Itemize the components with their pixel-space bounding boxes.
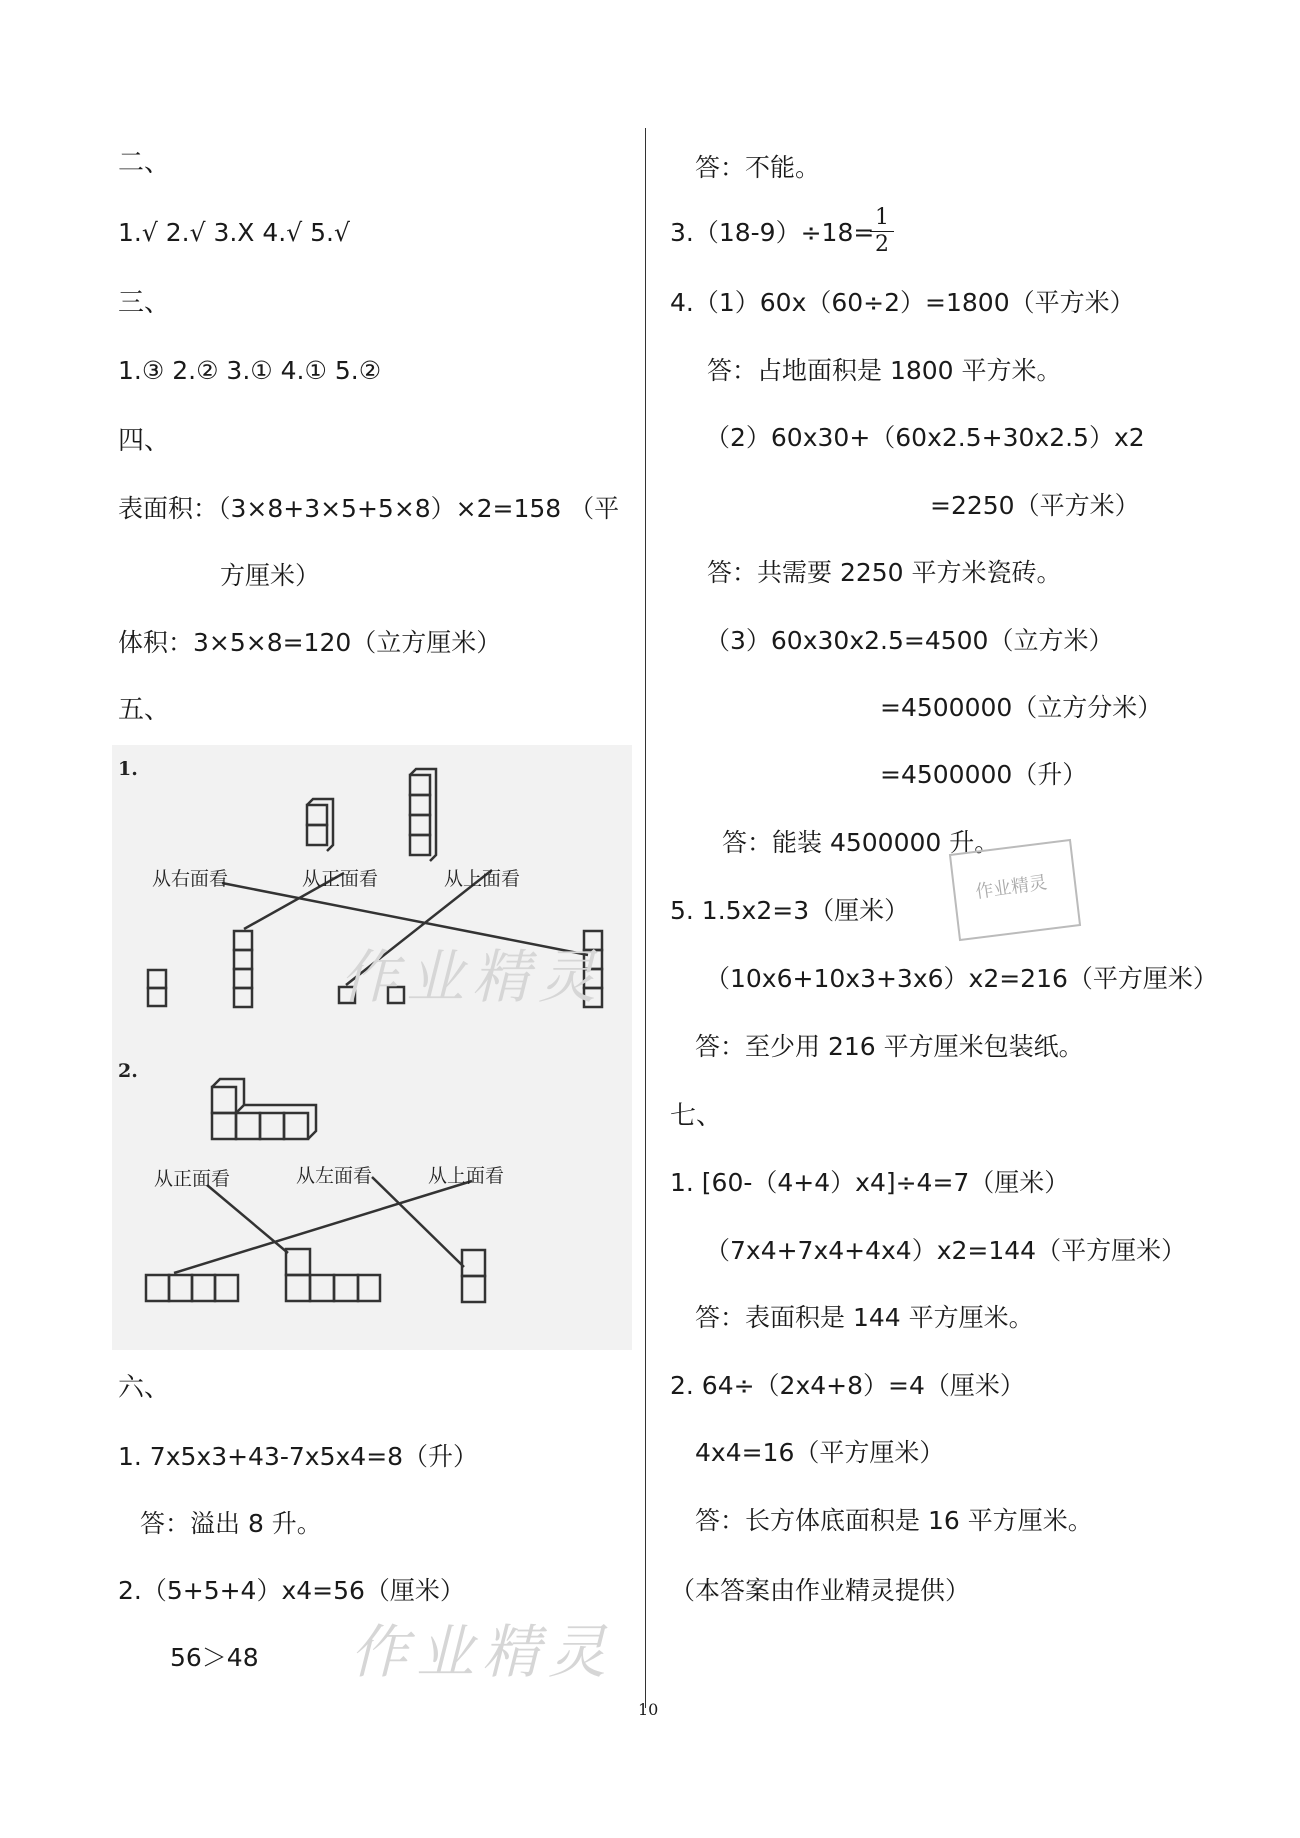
r-line-17: 答：表面积是 144 平方厘米。	[695, 1303, 1034, 1332]
section-7-title: 七、	[670, 1101, 723, 1131]
r-line-20: 答：长方体底面积是 16 平方厘米。	[695, 1506, 1093, 1535]
fraction-numerator: 1	[870, 205, 894, 232]
fraction-denominator: 2	[875, 232, 889, 257]
q6-1-answer: 答：溢出 8 升。	[140, 1509, 322, 1538]
cube-stack-4	[410, 769, 436, 861]
volume-line: 体积：3×5×8=120（立方厘米）	[118, 628, 502, 657]
section-3-answers: 1.③ 2.② 3.① 4.① 5.②	[118, 356, 382, 385]
stamp-logo	[930, 835, 1090, 945]
r-line-7: 答：共需要 2250 平方米瓷砖。	[707, 558, 1062, 587]
r-line-10: =4500000（升）	[880, 760, 1088, 789]
fig1-label-right: 从右面看	[152, 868, 229, 890]
section-4-title: 四、	[118, 426, 171, 456]
r-line-3: 4.（1）60x（60÷2）=1800（平方米）	[670, 288, 1135, 317]
fig2-label-left: 从左面看	[296, 1165, 373, 1187]
view-column-2	[462, 1250, 485, 1302]
cube-stack-2	[307, 799, 333, 851]
section-2-answers: 1.√ 2.√ 3.X 4.√ 5.√	[118, 218, 350, 247]
column-divider	[645, 128, 646, 1708]
r-line-1: 答：不能。	[695, 153, 821, 182]
r-line-14: 答：至少用 216 平方厘米包装纸。	[695, 1032, 1084, 1061]
watermark-bottom: 作业精灵	[350, 1618, 615, 1686]
section-5-title: 五、	[118, 695, 171, 725]
r-line-2: 3.（18-9）÷18=	[670, 218, 875, 247]
q6-2: 2.（5+5+4）x4=56（厘米）	[118, 1576, 465, 1605]
r-line-18: 2. 64÷（2x4+8）=4（厘米）	[670, 1371, 1025, 1400]
r-line-19: 4x4=16（平方厘米）	[695, 1438, 945, 1467]
q6-2-b: 56＞48	[170, 1643, 259, 1672]
surface-area-line1: 表面积：（3×8+3×5+5×8）×2=158 （平	[118, 494, 620, 523]
fig2-number: 2.	[118, 1060, 138, 1082]
r-line-6: =2250（平方米）	[930, 491, 1140, 520]
views-figure-svg	[112, 745, 632, 1350]
view-2-squares	[148, 970, 166, 1006]
match-line-left-2	[372, 1177, 464, 1267]
r-line-21: （本答案由作业精灵提供）	[670, 1576, 971, 1605]
cube-solid	[212, 1079, 316, 1139]
r-line-16: （7x4+7x4+4x4）x2=144（平方厘米）	[705, 1236, 1187, 1265]
views-figure	[112, 745, 632, 1350]
fig2-label-top: 从上面看	[428, 1165, 505, 1187]
fig1-label-front: 从正面看	[302, 868, 379, 890]
r-line-4: 答：占地面积是 1800 平方米。	[707, 356, 1062, 385]
view-4-squares-a	[234, 931, 252, 1007]
r-line-15: 1. [60-（4+4）x4]÷4=7（厘米）	[670, 1168, 1070, 1197]
section-6-title: 六、	[118, 1373, 171, 1403]
fig1-number: 1.	[118, 758, 138, 780]
r-line-13: （10x6+10x3+3x6）x2=216（平方厘米）	[705, 964, 1218, 993]
r-line-8: （3）60x30x2.5=4500（立方米）	[705, 626, 1114, 655]
r-line-12: 5. 1.5x2=3（厘米）	[670, 896, 910, 925]
stamp-text: 作业精灵	[974, 872, 1049, 903]
view-row-4	[146, 1275, 238, 1301]
fig1-label-top: 从上面看	[444, 868, 521, 890]
surface-area-line2: 方厘米）	[220, 561, 321, 590]
fraction-one-half	[870, 205, 894, 258]
view-l-shape	[286, 1249, 380, 1301]
r-line-5: （2）60x30+（60x2.5+30x2.5）x2	[705, 423, 1145, 452]
watermark-figure: 作业精灵	[340, 943, 605, 1011]
r-line-9: =4500000（立方分米）	[880, 693, 1163, 722]
q6-1: 1. 7x5x3+43-7x5x4=8（升）	[118, 1442, 479, 1471]
r-line-11: 答：能装 4500000 升。	[722, 828, 1000, 857]
fig2-label-front: 从正面看	[154, 1168, 231, 1190]
page-number: 10	[638, 1700, 659, 1719]
section-3-title: 三、	[118, 288, 171, 318]
section-2-title: 二、	[118, 148, 171, 178]
